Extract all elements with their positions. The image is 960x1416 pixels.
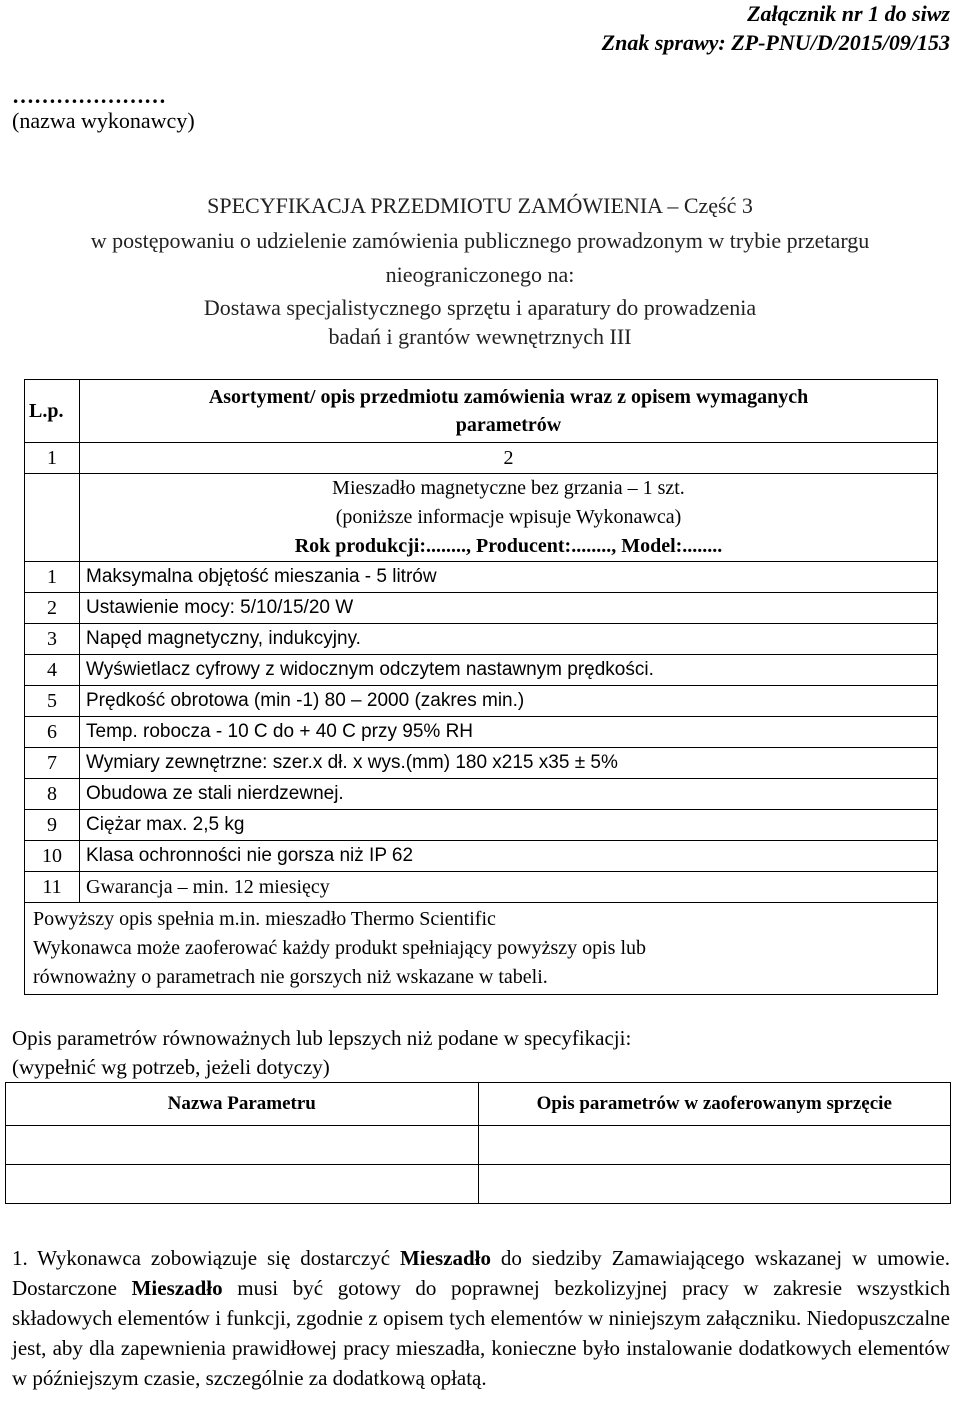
params-hint: (wypełnić wg potrzeb, jeżeli dotyczy) [12,1055,330,1079]
row-number: 4 [25,655,80,686]
delivery-note [12,1243,950,1393]
row-text: Temp. robocza - 10 C do + 40 C przy 95% RH [80,717,938,748]
note-text-1: 1. Wykonawca zobowiązuje się dostarczyć [12,1246,400,1270]
footer-line-1: Powyższy opis spełnia m.in. mieszadło Thermo Scientific [33,908,496,930]
product-fields: Rok produkcji:........, Producent:........, Model:........ [294,535,723,557]
row-text: Obudowa ze stali nierdzewnej. [80,779,938,810]
product-row [25,474,938,562]
table-footer-row [25,903,938,995]
row-number: 11 [25,872,80,903]
row-number: 10 [25,841,80,872]
note-bold-1: Mieszadło [399,1246,491,1270]
row-number: 9 [25,810,80,841]
table-row [25,717,938,748]
row-text: Ustawienie mocy: 5/10/15/20 W [80,593,938,624]
params-empty-row [6,1126,951,1165]
attachment-label: Załącznik nr 1 do siwz [747,1,950,26]
title-line-2: w postępowaniu o udzielenie zamówienia publicznego prowadzonym w trybie przetargu [90,228,870,253]
param-desc-cell[interactable] [478,1165,951,1204]
table-row [25,748,938,779]
column-number-2: 2 [80,443,938,474]
case-number: Znak sprawy: ZP-PNU/D/2015/09/153 [601,30,950,55]
row-text: Napęd magnetyczny, indukcyjny. [80,624,938,655]
row-number: 8 [25,779,80,810]
row-text: Ciężar max. 2,5 kg [80,810,938,841]
description-header [80,380,938,443]
row-text: Wyświetlacz cyfrowy z widocznym odczytem nastawnym prędkości. [80,655,938,686]
lp-header: L.p. [25,380,80,443]
note-bold-2: Mieszadło [131,1276,223,1300]
footer-line-3: równoważny o parametrach nie gorszych niż wskazane w tabeli. [33,966,548,988]
table-row [25,593,938,624]
document-title: SPECYFIKACJA PRZEDMIOTU ZAMÓWIENIA – Część 3 [207,193,753,218]
param-name-header: Nazwa Parametru [6,1083,479,1126]
row-number: 3 [25,624,80,655]
table-footer [25,903,938,995]
table-row [25,562,938,593]
row-number: 1 [25,562,80,593]
row-number: 6 [25,717,80,748]
specification-table [24,379,938,995]
params-table [5,1082,951,1204]
product-cell [80,474,938,562]
product-note: (poniższe informacje wpisuje Wykonawca) [335,506,682,528]
params-empty-row [6,1165,951,1204]
params-header-row [6,1083,951,1126]
footer-line-2: Wykonawca może zaoferować każdy produkt spełniający powyższy opis lub [33,937,647,959]
contractor-label: (nazwa wykonawcy) [12,108,195,133]
param-name-cell[interactable] [6,1126,479,1165]
row-number: 2 [25,593,80,624]
contractor-dots: ………………… [12,83,166,108]
title-line-3: nieograniczonego na: [385,262,575,287]
param-desc-cell[interactable] [478,1126,951,1165]
column-number-1: 1 [25,443,80,474]
description-header-line-2: parametrów [455,414,562,436]
title-line-4: Dostawa specjalistycznego sprzętu i aparatury do prowadzenia [203,295,757,320]
table-row [25,872,938,903]
row-text: Klasa ochronności nie gorsza niż IP 62 [80,841,938,872]
params-intro: Opis parametrów równoważnych lub lepszych niż podane w specyfikacji: [12,1026,632,1050]
table-row [25,810,938,841]
table-row [25,686,938,717]
table-header-row [25,380,938,443]
param-name-cell[interactable] [6,1165,479,1204]
row-text: Prędkość obrotowa (min -1) 80 – 2000 (zakres min.) [80,686,938,717]
table-row [25,841,938,872]
param-desc-header: Opis parametrów w zaoferowanym sprzęcie [478,1083,951,1126]
title-line-5: badań i grantów wewnętrznych III [328,324,632,349]
table-row [25,779,938,810]
row-text: Gwarancja – min. 12 miesięcy [80,872,938,903]
product-name: Mieszadło magnetyczne bez grzania – 1 szt. [332,477,685,499]
row-text: Wymiary zewnętrzne: szer.x dł. x wys.(mm) 180 x215 x35 ± 5% [80,748,938,779]
row-number: 7 [25,748,80,779]
row-text: Maksymalna objętość mieszania - 5 litrów [80,562,938,593]
column-number-row [25,443,938,474]
row-number: 5 [25,686,80,717]
note-text-3: musi być gotowy do poprawnej bezkolizyjnej pracy w zakresie wszystkich składowych elementów i funkcji, zgodnie z opisem tych elementów w niniejszym załączniku. Niedopuszczalne jest, aby dla zapewnienia prawidłowej pracy mieszadła, konieczne było instalowanie dodatkowych elementów w późniejszym czasie, szczególnie za dodatkową opłatą. [12,1276,950,1390]
note-text-2: do siedziby Zamawiającego wskazanej w umowie. Dostarczone [12,1246,950,1300]
description-header-line-1: Asortyment/ opis przedmiotu zamówienia wraz z opisem wymaganych [208,386,809,408]
table-row [25,624,938,655]
table-row [25,655,938,686]
